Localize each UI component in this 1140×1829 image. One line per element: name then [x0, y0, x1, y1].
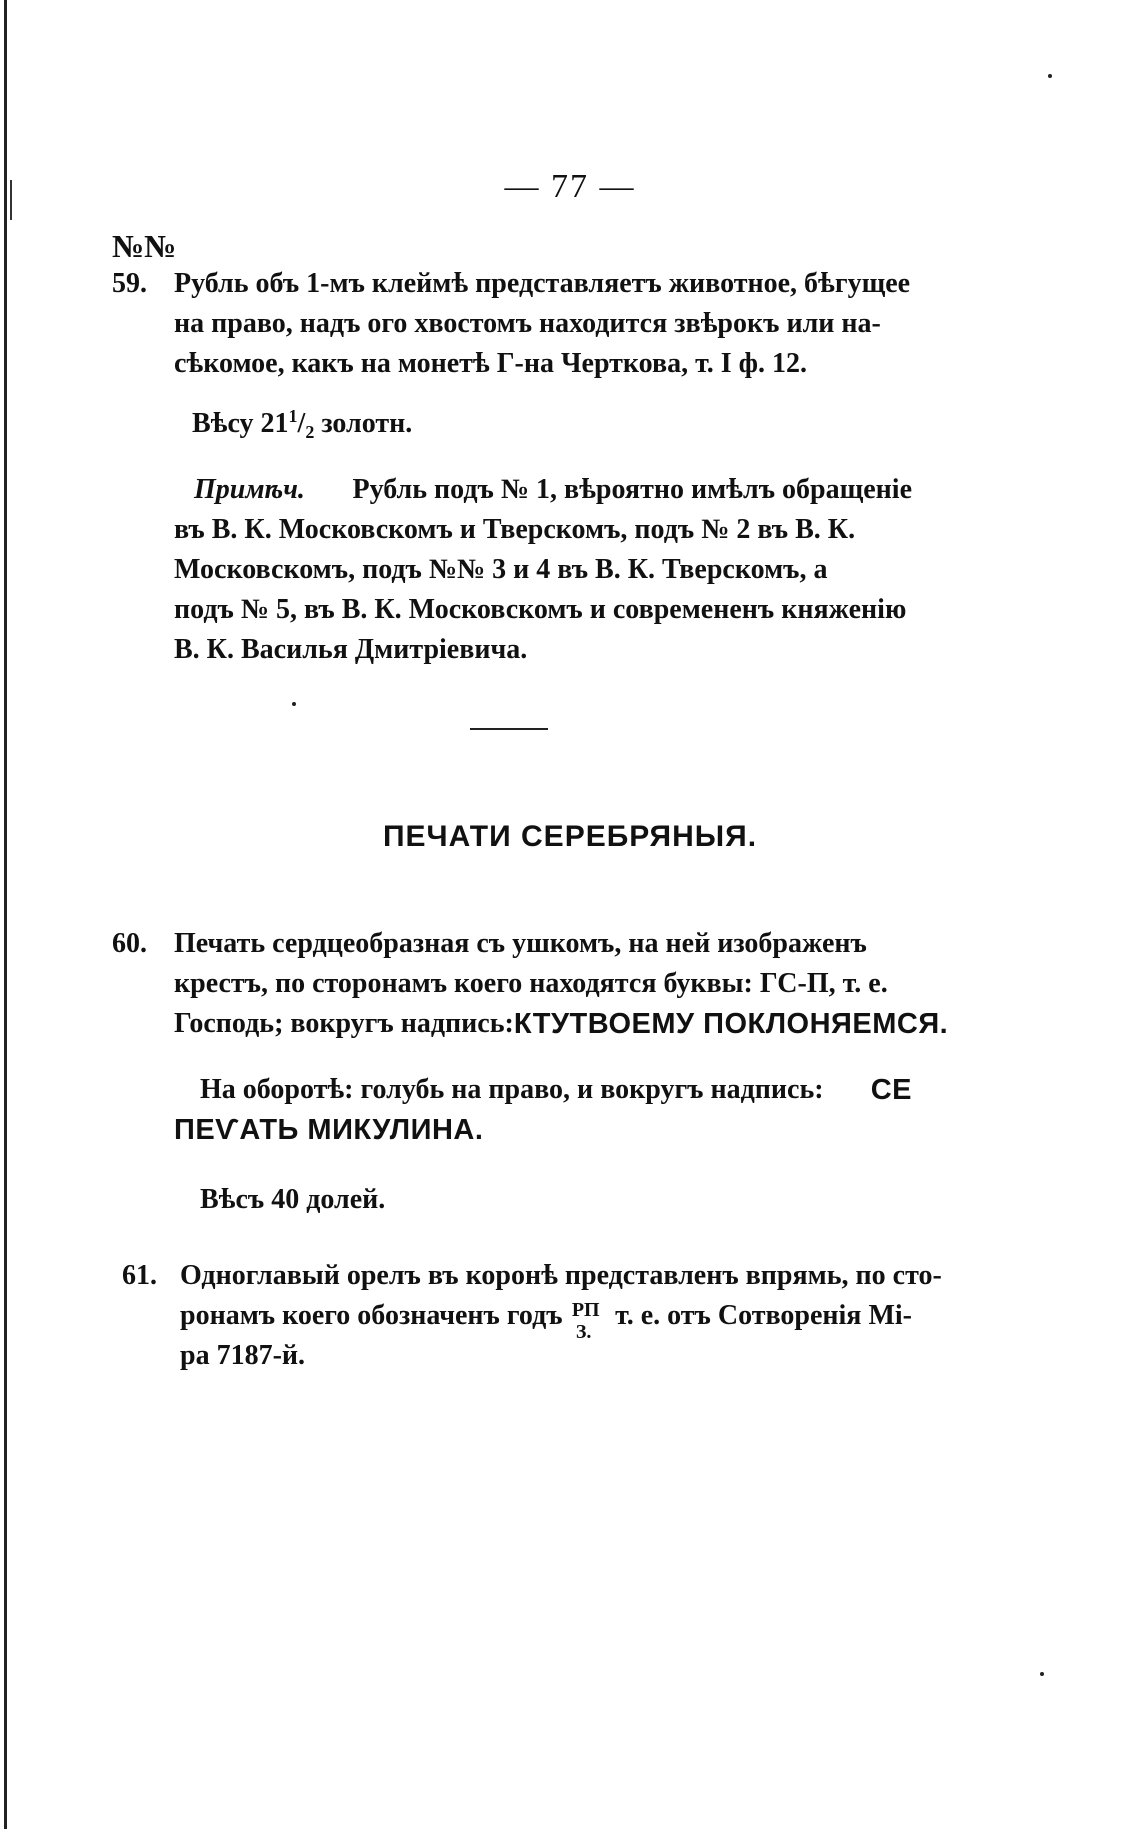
year-bottom: З.	[575, 1321, 592, 1343]
entry-59-line-1: Рубль объ 1-мъ клеймѣ представляетъ животное, бѣгущее	[174, 268, 911, 299]
entry-60-line-3	[174, 1004, 949, 1044]
note-line-3: Московскомъ, подъ №№ 3 и 4 въ В. К. Тверскомъ, а	[174, 554, 828, 585]
entry-59	[112, 264, 912, 384]
entry-61-line-2-end: т. е. отъ Сотворенія Мі-	[615, 1300, 912, 1331]
entry-60-weight: Вѣсъ 40 долей.	[200, 1184, 386, 1215]
section-title: ПЕЧАТИ СЕРЕБРЯНЫЯ.	[382, 820, 758, 853]
section-divider	[470, 728, 548, 730]
entry-59-line-3: сѣкомое, какъ на монетѣ Г-на Черткова, т. I ф. 12.	[174, 348, 808, 379]
ink-speck	[292, 702, 296, 706]
note-block	[174, 470, 912, 670]
ink-speck	[1040, 1672, 1044, 1676]
entry-61	[112, 1256, 942, 1376]
entry-number: 61.	[122, 1260, 157, 1291]
note-label: Примѣч.	[194, 474, 305, 505]
entry-61-line-2	[180, 1296, 912, 1343]
weight-frac-den: 2	[305, 422, 315, 442]
numbers-header: №№	[112, 228, 177, 264]
entry-60-reverse	[112, 1070, 912, 1150]
note-line-2: въ В. К. Московскомъ и Тверскомъ, подъ № 2 въ В. К.	[174, 514, 856, 545]
note-first-rest: Рубль подъ № 1, вѣроятно имѣлъ обращеніе	[352, 474, 912, 505]
entry-number: 60.	[112, 928, 147, 959]
page-number: — 77 —	[504, 168, 636, 205]
ink-speck	[1048, 74, 1052, 78]
weight-unit: золотн.	[321, 408, 413, 439]
weight-frac-num: 1	[288, 406, 298, 426]
note-line-1	[194, 470, 912, 510]
entry-59-weight: Вѣсу $21^1/_2$ золотн.	[192, 406, 413, 442]
entry-61-line-2-start: ронамъ коего обозначенъ годъ	[180, 1300, 563, 1331]
entry-60-line-3-start: Господь; вокругъ надпись:	[174, 1008, 514, 1039]
inscription-reverse-2: ПЕѴАТЬ МИКУЛИНА.	[174, 1114, 484, 1146]
note-line-5: В. К. Василья Дмитріевича.	[174, 634, 528, 665]
reverse-line-1	[200, 1070, 912, 1110]
weight-label: Вѣсу 21	[192, 408, 289, 439]
reverse-line-2	[174, 1110, 912, 1150]
inscription-reverse-1: СЕ	[870, 1074, 912, 1106]
inscription-obverse: КТУТВОЕМУ ПОКЛОНЯЕМСЯ.	[513, 1008, 949, 1040]
entry-60-line-2: крестъ, по сторонамъ коего находятся буквы: ГС-П, т. е.	[174, 968, 888, 999]
entry-61-line-3: ра 7187-й.	[180, 1340, 306, 1371]
year-notation	[571, 1296, 606, 1343]
note-line-4: подъ № 5, въ В. К. Московскомъ и современенъ княженію	[174, 594, 907, 625]
year-top: РП	[571, 1299, 600, 1321]
entry-59-line-2: на право, надъ ого хвостомъ находится звѣрокъ или на-	[174, 308, 881, 339]
page-edge-left	[4, 0, 7, 1829]
entry-number: 59.	[112, 268, 147, 299]
entry-61-line-1: Одноглавый орелъ въ коронѣ представленъ впрямь, по сто-	[180, 1260, 942, 1291]
entry-60-line-1: Печать сердцеобразная съ ушкомъ, на ней изображенъ	[174, 928, 867, 959]
reverse-start: На оборотѣ: голубь на право, и вокругъ надпись:	[200, 1074, 824, 1105]
entry-60	[112, 924, 949, 1044]
